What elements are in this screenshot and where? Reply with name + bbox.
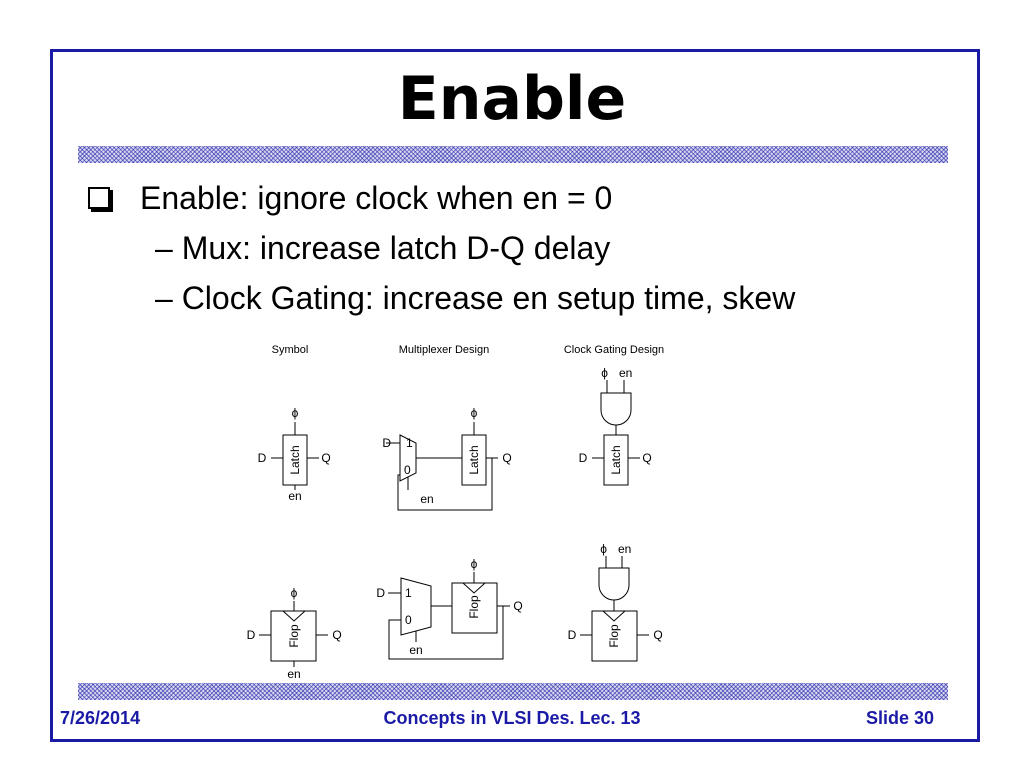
phi-label: ϕ bbox=[470, 406, 478, 420]
en-label: en bbox=[618, 542, 632, 556]
en-label: en bbox=[287, 667, 301, 681]
bullet-text: Enable: ignore clock when en = 0 bbox=[140, 180, 613, 216]
heading-multiplexer-design: Multiplexer Design bbox=[398, 344, 490, 356]
q-label: Q bbox=[513, 599, 523, 613]
mux-input-1-label: 1 bbox=[406, 436, 413, 450]
phi-label: ϕ bbox=[470, 557, 478, 571]
d-label: D bbox=[578, 451, 588, 465]
phi-label: ϕ bbox=[290, 586, 298, 600]
phi-label: ϕ bbox=[291, 406, 299, 420]
slide-title: Enable bbox=[397, 64, 627, 134]
subbullet-mux: – Mux: increase latch D-Q delay bbox=[155, 230, 611, 266]
heading-symbol: Symbol bbox=[271, 344, 309, 356]
q-label: Q bbox=[642, 451, 652, 465]
symbol-latch bbox=[258, 406, 331, 503]
en-label: en bbox=[409, 643, 423, 657]
mux-input-0-label: 0 bbox=[404, 463, 411, 477]
mux-input-0-label: 0 bbox=[405, 613, 412, 627]
clock-gating-latch-design bbox=[579, 366, 652, 485]
latch-label: Latch bbox=[467, 445, 481, 475]
subbullet-clock-gating: – Clock Gating: increase en setup time, skew bbox=[155, 280, 796, 316]
flop-label: Flop bbox=[467, 595, 481, 619]
phi-label: ϕ bbox=[600, 542, 607, 556]
footer-divider bbox=[78, 683, 948, 700]
mux-input-1-label: 1 bbox=[405, 586, 412, 600]
en-label: en bbox=[288, 489, 302, 503]
heading-clock-gating-design: Clock Gating Design bbox=[563, 344, 665, 356]
mux-flop-design bbox=[376, 557, 522, 659]
mux-latch-design bbox=[382, 406, 511, 510]
d-label: D bbox=[246, 628, 256, 642]
latch-label: Latch bbox=[288, 445, 302, 475]
latch-label: Latch bbox=[609, 445, 623, 475]
q-label: Q bbox=[502, 451, 512, 465]
en-label: en bbox=[619, 366, 633, 380]
d-label: D bbox=[257, 451, 267, 465]
clock-gating-flop-design bbox=[568, 542, 663, 661]
en-label: en bbox=[420, 492, 434, 506]
footer-date: 7/26/2014 bbox=[60, 708, 141, 728]
footer-slide-number: Slide 30 bbox=[865, 708, 934, 728]
footer-course: Concepts in VLSI Des. Lec. 13 bbox=[383, 708, 641, 728]
symbol-flop bbox=[247, 586, 342, 681]
q-label: Q bbox=[321, 451, 331, 465]
d-label: D bbox=[376, 586, 385, 600]
phi-label: ϕ bbox=[601, 366, 608, 380]
flop-label: Flop bbox=[607, 624, 621, 648]
q-label: Q bbox=[332, 628, 342, 642]
d-label: D bbox=[567, 628, 577, 642]
q-label: Q bbox=[653, 628, 663, 642]
flop-label: Flop bbox=[287, 624, 301, 648]
d-label: D bbox=[382, 436, 391, 450]
